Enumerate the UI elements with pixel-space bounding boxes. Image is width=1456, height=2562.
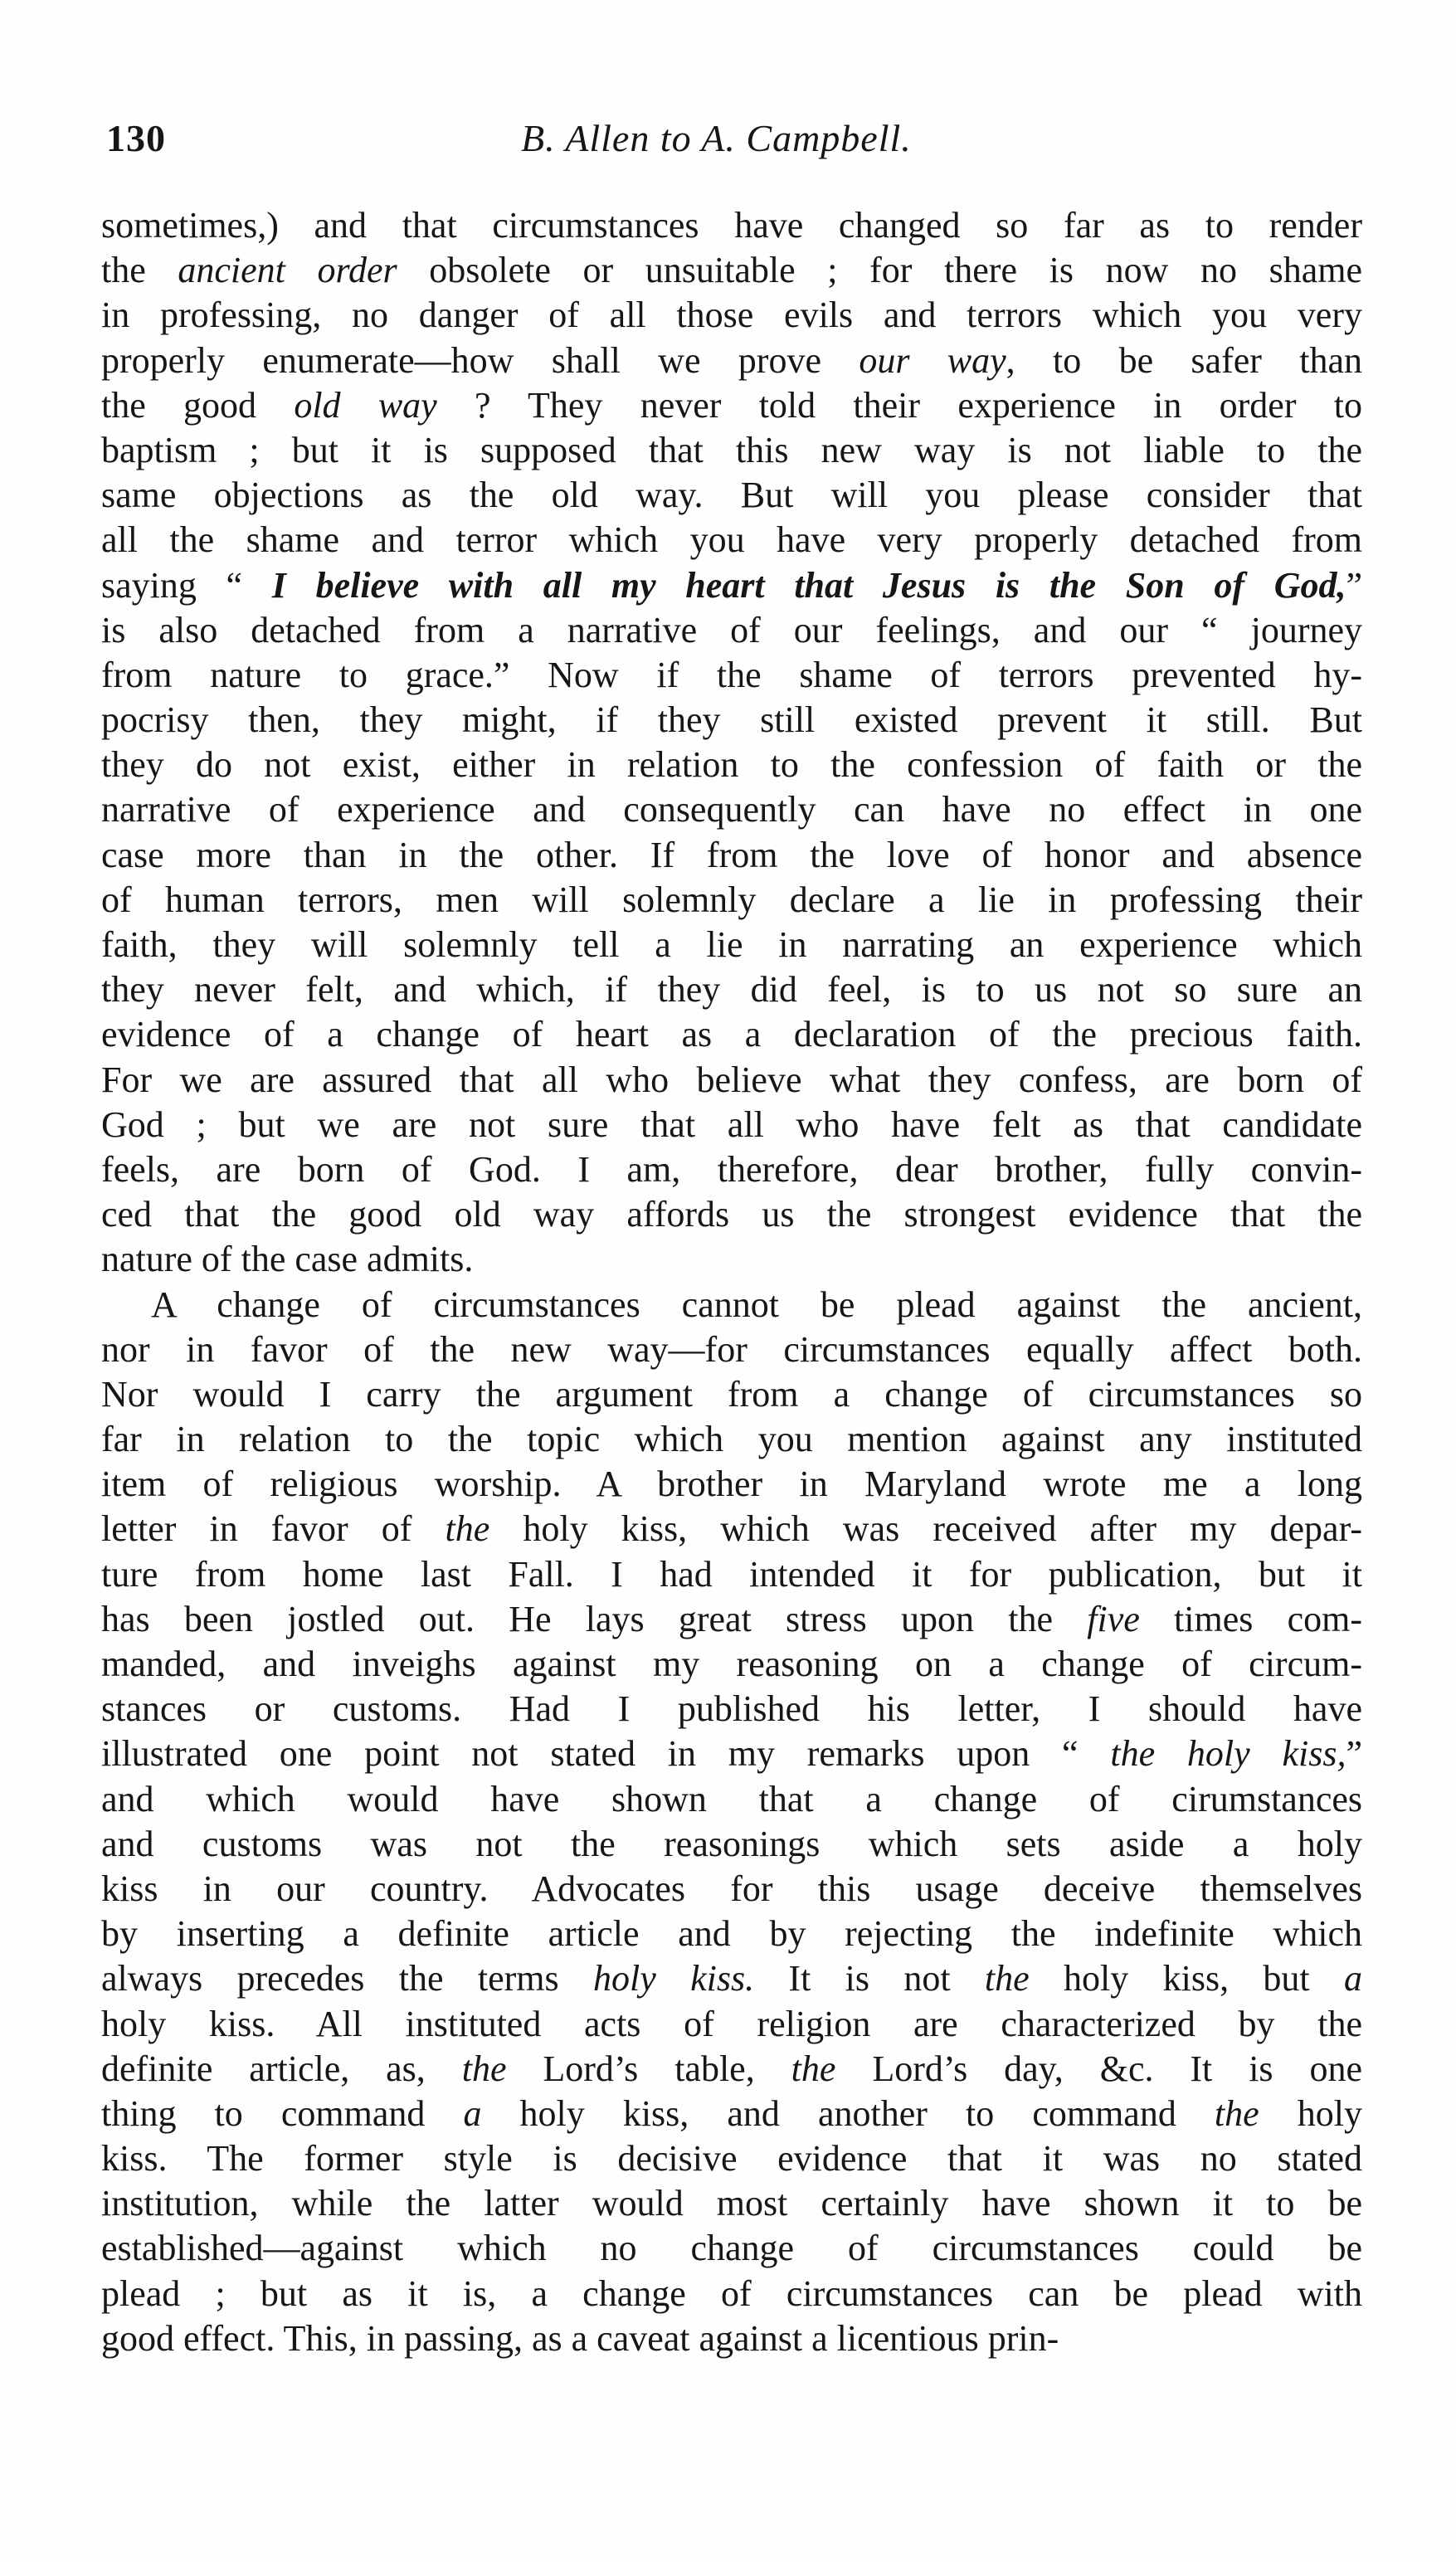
text-line bbox=[101, 1283, 1362, 1327]
text-line bbox=[101, 1058, 1362, 1103]
text-segment: stances or customs. Had I published his letter, I should have bbox=[101, 1688, 1362, 1730]
text-line bbox=[101, 248, 1362, 293]
text-line bbox=[101, 2092, 1362, 2136]
text-segment: times com- bbox=[1139, 1598, 1362, 1639]
text-segment: by inserting a definite article and by rejecting the indefinite which bbox=[101, 1913, 1362, 1955]
text-line bbox=[101, 1777, 1362, 1822]
text-segment: manded, and inveighs against my reasoning on a change of circum- bbox=[101, 1644, 1362, 1684]
text-line bbox=[101, 698, 1362, 743]
text-line bbox=[101, 1732, 1362, 1776]
text-line bbox=[101, 878, 1362, 923]
text-segment: evidence of a change of heart as a declaration of the precious faith. bbox=[101, 1014, 1362, 1055]
text-line bbox=[101, 2272, 1362, 2316]
text-line bbox=[101, 1237, 1362, 1282]
page-number: 130 bbox=[106, 117, 166, 159]
text-line bbox=[101, 1012, 1362, 1057]
body-text bbox=[101, 203, 1362, 2361]
text-segment: kiss. The former style is decisive evidence that it was no stated bbox=[101, 2138, 1362, 2180]
text-line bbox=[101, 1552, 1362, 1597]
running-title: B. Allen to A. Campbell. bbox=[521, 117, 912, 159]
text-line bbox=[101, 2047, 1362, 2092]
text-line bbox=[101, 653, 1362, 698]
text-line bbox=[101, 787, 1362, 832]
text-segment: holy kiss, which was received after my depar- bbox=[489, 1508, 1362, 1550]
text-segment: sometimes,) and that circumstances have changed so far as to render bbox=[101, 205, 1362, 246]
text-line bbox=[101, 1507, 1362, 1551]
text-segment: far in relation to the topic which you mention against any instituted bbox=[101, 1419, 1362, 1460]
text-segment: pocrisy then, they might, if they still existed prevent it still. But bbox=[101, 699, 1362, 741]
emphasized-text: a bbox=[1344, 1958, 1362, 1999]
text-segment: of human terrors, men will solemnly declare a lie in professing their bbox=[101, 879, 1362, 920]
text-segment: and customs was not the reasonings which sets aside a holy bbox=[101, 1823, 1362, 1864]
text-segment: case more than in the other. If from the love of honor and absence bbox=[101, 834, 1362, 875]
text-segment: and which would have shown that a change of cirumstances bbox=[101, 1778, 1362, 1819]
emphasized-text: the bbox=[461, 2048, 507, 2089]
text-line bbox=[101, 1192, 1362, 1237]
text-line bbox=[101, 1687, 1362, 1732]
text-line bbox=[101, 2316, 1362, 2361]
text-line bbox=[101, 2181, 1362, 2226]
paragraph bbox=[101, 203, 1362, 1283]
text-segment: from nature to grace.” Now if the shame of terrors prevented hy- bbox=[101, 654, 1362, 695]
text-line bbox=[101, 1372, 1362, 1417]
text-segment: obsolete or unsuitable ; for there is now no shame bbox=[397, 250, 1362, 291]
text-segment: all the shame and terror which you have very properly detached from bbox=[101, 519, 1362, 561]
text-line bbox=[101, 293, 1362, 338]
text-segment: It is not bbox=[754, 1958, 985, 1999]
text-segment: ced that the good old way affords us the strongest evidence that the bbox=[101, 1194, 1362, 1235]
emphasized-text: the bbox=[1214, 2092, 1259, 2134]
emphasized-text: the holy kiss, bbox=[1110, 1733, 1346, 1775]
text-line bbox=[101, 1956, 1362, 2001]
emphasized-text: holy kiss. bbox=[592, 1958, 755, 1999]
text-segment: feels, are born of God. I am, therefore, dear brother, fully convin- bbox=[101, 1148, 1362, 1190]
text-segment: holy bbox=[1259, 2092, 1362, 2134]
text-segment: A change of circumstances cannot be plead against the ancient, bbox=[151, 1283, 1362, 1325]
text-line bbox=[101, 1597, 1362, 1642]
text-segment: For we are assured that all who believe what they confess, are born of bbox=[101, 1059, 1362, 1100]
text-line bbox=[101, 1912, 1362, 1956]
emphasized-text: ancient order bbox=[178, 250, 397, 291]
text-segment: Lord’s table, bbox=[506, 2048, 791, 2089]
text-segment: ” bbox=[1346, 564, 1362, 606]
text-segment: holy kiss, and another to command bbox=[481, 2092, 1215, 2134]
text-segment: illustrated one point not stated in my remarks upon “ bbox=[101, 1733, 1111, 1775]
text-line bbox=[101, 563, 1362, 608]
text-line bbox=[101, 339, 1362, 383]
text-line bbox=[101, 1103, 1362, 1147]
text-segment: holy kiss. All instituted acts of religion are characterized by the bbox=[101, 2003, 1362, 2044]
text-segment: in professing, no danger of all those evils and terrors which you very bbox=[101, 295, 1362, 336]
text-line bbox=[101, 203, 1362, 248]
text-segment: institution, while the latter would most certainly have shown it to be bbox=[101, 2183, 1362, 2224]
text-line bbox=[101, 743, 1362, 787]
text-segment: the bbox=[101, 250, 178, 291]
emphasized-text: a bbox=[463, 2092, 482, 2134]
text-line bbox=[101, 1822, 1362, 1867]
text-line bbox=[101, 383, 1362, 428]
text-line bbox=[101, 967, 1362, 1012]
text-segment: properly enumerate—how shall we prove bbox=[101, 339, 859, 381]
text-line bbox=[101, 2002, 1362, 2047]
text-segment: the good bbox=[101, 384, 295, 426]
text-segment: definite article, as, bbox=[101, 2048, 462, 2089]
text-segment: narrative of experience and consequently can have no effect in one bbox=[101, 789, 1362, 830]
text-line bbox=[101, 518, 1362, 563]
text-line bbox=[101, 923, 1362, 967]
emphasized-text: the bbox=[791, 2048, 836, 2089]
text-segment: is also detached from a narrative of our feelings, and our “ journey bbox=[101, 609, 1362, 650]
text-line bbox=[101, 1642, 1362, 1687]
text-segment: always precedes the terms bbox=[101, 1958, 593, 1999]
text-segment: ture from home last Fall. I had intended it for publication, but it bbox=[101, 1553, 1362, 1595]
text-line bbox=[101, 833, 1362, 878]
text-segment: nature of the case admits. bbox=[101, 1239, 474, 1280]
text-segment: ? They never told their experience in order to bbox=[436, 384, 1362, 426]
text-segment: , to be safer than bbox=[1006, 339, 1362, 381]
paragraph bbox=[101, 1283, 1362, 2362]
emphasized-text: our way bbox=[859, 339, 1006, 381]
text-segment: letter in favor of bbox=[101, 1508, 446, 1550]
text-segment: they do not exist, either in relation to the confession of faith or the bbox=[101, 744, 1362, 786]
text-segment: God ; but we are not sure that all who have felt as that candidate bbox=[101, 1103, 1362, 1145]
text-line bbox=[101, 608, 1362, 653]
emphasized-text: I believe with all my heart that Jesus is the Son of God, bbox=[271, 564, 1346, 606]
text-line bbox=[101, 1147, 1362, 1192]
text-segment: Lord’s day, &c. It is one bbox=[835, 2048, 1362, 2089]
text-segment: has been jostled out. He lays great stress upon the bbox=[101, 1598, 1088, 1639]
text-line bbox=[101, 2226, 1362, 2271]
text-segment: plead ; but as it is, a change of circumstances can be plead with bbox=[101, 2272, 1362, 2314]
emphasized-text: the bbox=[445, 1508, 490, 1550]
running-head bbox=[106, 116, 1351, 166]
text-line bbox=[101, 1327, 1362, 1372]
text-segment: thing to command bbox=[101, 2092, 464, 2134]
text-line bbox=[101, 428, 1362, 473]
text-segment: faith, they will solemnly tell a lie in narrating an experience which bbox=[101, 924, 1362, 965]
text-segment: item of religious worship. A brother in Maryland wrote me a long bbox=[101, 1464, 1362, 1505]
emphasized-text: the bbox=[984, 1958, 1030, 1999]
text-line bbox=[101, 2136, 1362, 2181]
text-segment: nor in favor of the new way—for circumstances equally affect both. bbox=[101, 1328, 1362, 1370]
text-segment: Nor would I carry the argument from a change of circumstances so bbox=[101, 1373, 1362, 1415]
text-segment: they never felt, and which, if they did feel, is to us not so sure an bbox=[101, 969, 1362, 1011]
text-line bbox=[101, 1867, 1362, 1912]
text-segment: ” bbox=[1346, 1733, 1362, 1775]
text-segment: good effect. This, in passing, as a caveat against a licentious prin- bbox=[101, 2317, 1059, 2359]
text-segment: kiss in our country. Advocates for this usage deceive themselves bbox=[101, 1868, 1362, 1909]
text-segment: holy kiss, but bbox=[1029, 1958, 1344, 1999]
text-line bbox=[101, 1417, 1362, 1462]
text-segment: saying “ bbox=[101, 564, 272, 606]
text-line bbox=[101, 473, 1362, 518]
text-line bbox=[101, 1462, 1362, 1507]
emphasized-text: old way bbox=[294, 384, 437, 426]
text-segment: same objections as the old way. But will you please consider that bbox=[101, 475, 1362, 516]
text-segment: established—against which no change of circumstances could be bbox=[101, 2228, 1362, 2269]
text-segment: baptism ; but it is supposed that this new way is not liable to the bbox=[101, 429, 1362, 470]
emphasized-text: five bbox=[1087, 1598, 1140, 1639]
